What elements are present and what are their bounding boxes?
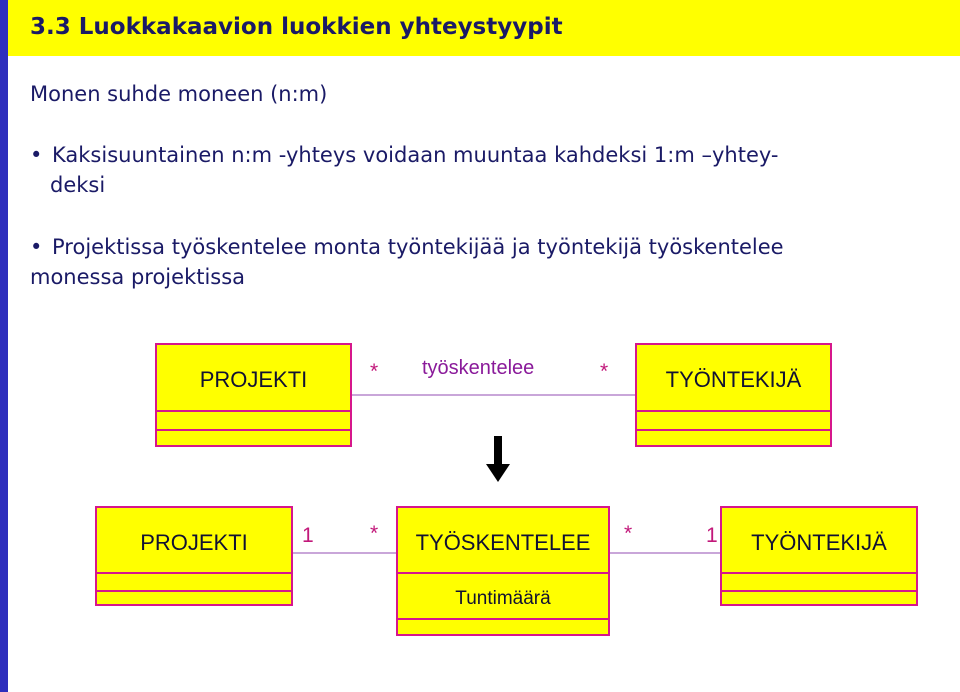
class-separator — [97, 572, 291, 574]
class-name: PROJEKTI — [140, 530, 248, 555]
class-name: TYÖSKENTELEE — [415, 530, 591, 555]
class-separator — [157, 410, 350, 412]
class-separator — [637, 410, 830, 412]
class-box-tyontekija-top — [635, 343, 832, 447]
arrow-down-icon — [486, 436, 510, 484]
multiplicity-left-top: * — [370, 360, 379, 383]
slide-subtitle: Monen suhde moneen (n:m) — [30, 82, 328, 106]
class-separator — [398, 572, 608, 574]
bullet-dot: • — [30, 235, 43, 259]
association-line-bottom-right — [610, 552, 720, 554]
class-name: TYÖNTEKIJÄ — [751, 530, 887, 555]
class-box-tyoskentelee — [396, 506, 610, 636]
class-name: PROJEKTI — [199, 367, 308, 392]
class-box-projekti-top — [155, 343, 352, 447]
class-separator — [722, 590, 916, 592]
class-attribute: Tuntimäärä — [455, 588, 551, 609]
association-line-top — [352, 394, 635, 396]
multiplicity-bottom-right-1: 1 — [706, 524, 718, 547]
bullet-2-line-1: Projektissa työskentelee monta työntekijää ja työntekijä työskentelee — [52, 235, 784, 259]
class-separator — [637, 429, 830, 431]
multiplicity-right-top: * — [600, 360, 609, 383]
left-accent-bar — [0, 0, 8, 692]
association-label: työskentelee — [422, 357, 535, 379]
multiplicity-bottom-left-1: 1 — [302, 524, 314, 547]
class-separator — [398, 618, 608, 620]
bullet-dot: • — [30, 143, 43, 167]
bullet-1-line-2: deksi — [50, 173, 106, 197]
class-box-tyontekija-bottom — [720, 506, 918, 606]
class-separator — [157, 429, 350, 431]
bullet-1-line-1: Kaksisuuntainen n:m -yhteys voidaan muuntaa kahdeksi 1:m –yhtey- — [52, 143, 779, 167]
association-line-bottom-left — [293, 552, 396, 554]
class-box-projekti-bottom — [95, 506, 293, 606]
bullet-2 — [30, 232, 955, 292]
multiplicity-bottom-left-many: * — [370, 522, 379, 545]
class-separator — [97, 590, 291, 592]
class-separator — [722, 572, 916, 574]
slide-title: 3.3 Luokkakaavion luokkien yhteystyypit — [30, 14, 563, 40]
bullet-1 — [30, 140, 955, 200]
multiplicity-bottom-right-many: * — [624, 522, 633, 545]
bullet-2-line-2: monessa projektissa — [30, 265, 246, 289]
class-name: TYÖNTEKIJÄ — [665, 367, 802, 392]
